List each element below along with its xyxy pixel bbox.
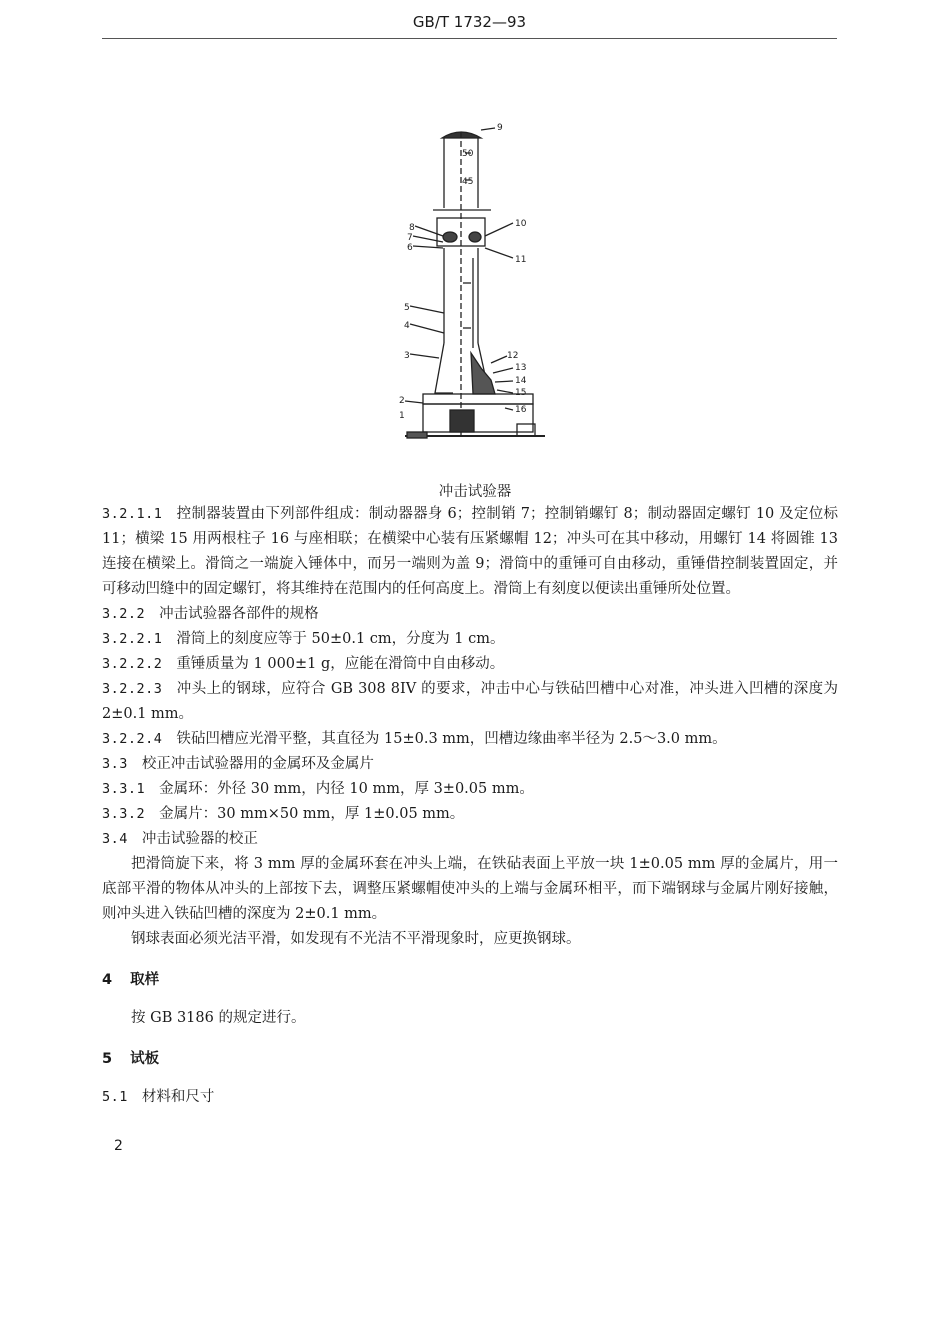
standard-number: GB/T 1732—93 [412, 13, 527, 31]
part-label-6: 6 [407, 243, 413, 253]
impact-tester-drawing [395, 118, 555, 448]
document-body [102, 502, 838, 1123]
scale-label-50: 50 [462, 149, 474, 159]
part-label-16: 16 [515, 405, 527, 415]
part-label-14: 14 [515, 376, 527, 386]
clause-3-2-2-4: 3.2.2.4 铁砧凹槽应光滑平整，其直径为 15±0.3 mm，凹槽边缘曲率半径为 2.5～3.0 mm。 [102, 731, 727, 747]
part-label-10: 10 [515, 219, 527, 229]
clause-3-3-2: 3.3.2 金属片：30 mm×50 mm，厚 1±0.05 mm。 [102, 806, 465, 822]
figure-caption: 冲击试验器 [438, 484, 512, 500]
page-header [102, 8, 837, 39]
calibration-paragraph-2: 钢球表面必须光洁平滑，如发现有不光洁不平滑现象时，应更换钢球。 [131, 931, 581, 947]
part-label-1: 1 [399, 411, 405, 421]
part-label-11: 11 [515, 255, 527, 265]
section-5-1-heading: 5.1 材料和尺寸 [102, 1089, 215, 1105]
section-4-heading: 4 取样 [102, 972, 160, 988]
part-label-2: 2 [399, 396, 405, 406]
section-4-body: 按 GB 3186 的规定进行。 [131, 1010, 306, 1026]
part-label-13: 13 [515, 363, 527, 373]
scale-label-45: 45 [462, 177, 474, 187]
part-label-12: 12 [507, 351, 519, 361]
page-number: 2 [114, 1138, 123, 1154]
part-label-9: 9 [497, 123, 503, 133]
section-5-heading: 5 试板 [102, 1051, 160, 1067]
clause-3-2-2-1: 3.2.2.1 滑筒上的刻度应等于 50±0.1 cm，分度为 1 cm。 [102, 631, 505, 647]
part-label-7: 7 [407, 233, 413, 243]
clause-3-3: 3.3 校正冲击试验器用的金属环及金属片 [102, 756, 374, 772]
impact-tester-figure [395, 118, 555, 448]
clause-3-2-2: 3.2.2 冲击试验器各部件的规格 [102, 606, 319, 622]
calibration-paragraph-1: 把滑筒旋下来，将 3 mm 厚的金属环套在冲头上端，在铁砧表面上平放一块 1±0.05 mm 厚的金属片，用一底部平滑的物体从冲头的上部按下去，调整压紧螺帽使冲头的上端与金属环相平，而下端钢球与金属片刚好接触，则冲头进入铁砧凹槽的深度为 2±0.1 mm。 [102, 856, 838, 922]
part-label-8: 8 [409, 223, 415, 233]
clause-3-2-1-1: 3.2.1.1 控制器装置由下列部件组成：制动器器身 6；控制销 7；控制销螺钉 8；制动器固定螺钉 10 及定位标 11；横梁 15 用两根柱子 16 与座相联；在横梁中心装有压紧螺帽 12；冲头可在其中移动，用螺钉 14 将圆锥 13 连接在横梁上。滑筒之一端旋入锤体中，而另一端则为盖 9；滑筒中的重锤可自由移动，重锤借控制装置固定，并可移动凹缝中的固定螺钉，将其维持在范围内的任何高度上。滑筒上有刻度以便读出重锤所处位置。 [102, 506, 838, 597]
clause-3-2-2-2: 3.2.2.2 重锤质量为 1 000±1 g，应能在滑筒中自由移动。 [102, 656, 505, 672]
clause-3-4: 3.4 冲击试验器的校正 [102, 831, 258, 847]
part-label-3: 3 [404, 351, 410, 361]
clause-3-3-1: 3.3.1 金属环：外径 30 mm，内径 10 mm，厚 3±0.05 mm。 [102, 781, 534, 797]
part-label-15: 15 [515, 388, 527, 398]
part-label-4: 4 [404, 321, 410, 331]
clause-3-2-2-3: 3.2.2.3 冲头上的钢球，应符合 GB 308 8IV 的要求，冲击中心与铁砧凹槽中心对准，冲头进入凹槽的深度为 2±0.1 mm。 [102, 681, 838, 722]
part-label-5: 5 [404, 303, 410, 313]
